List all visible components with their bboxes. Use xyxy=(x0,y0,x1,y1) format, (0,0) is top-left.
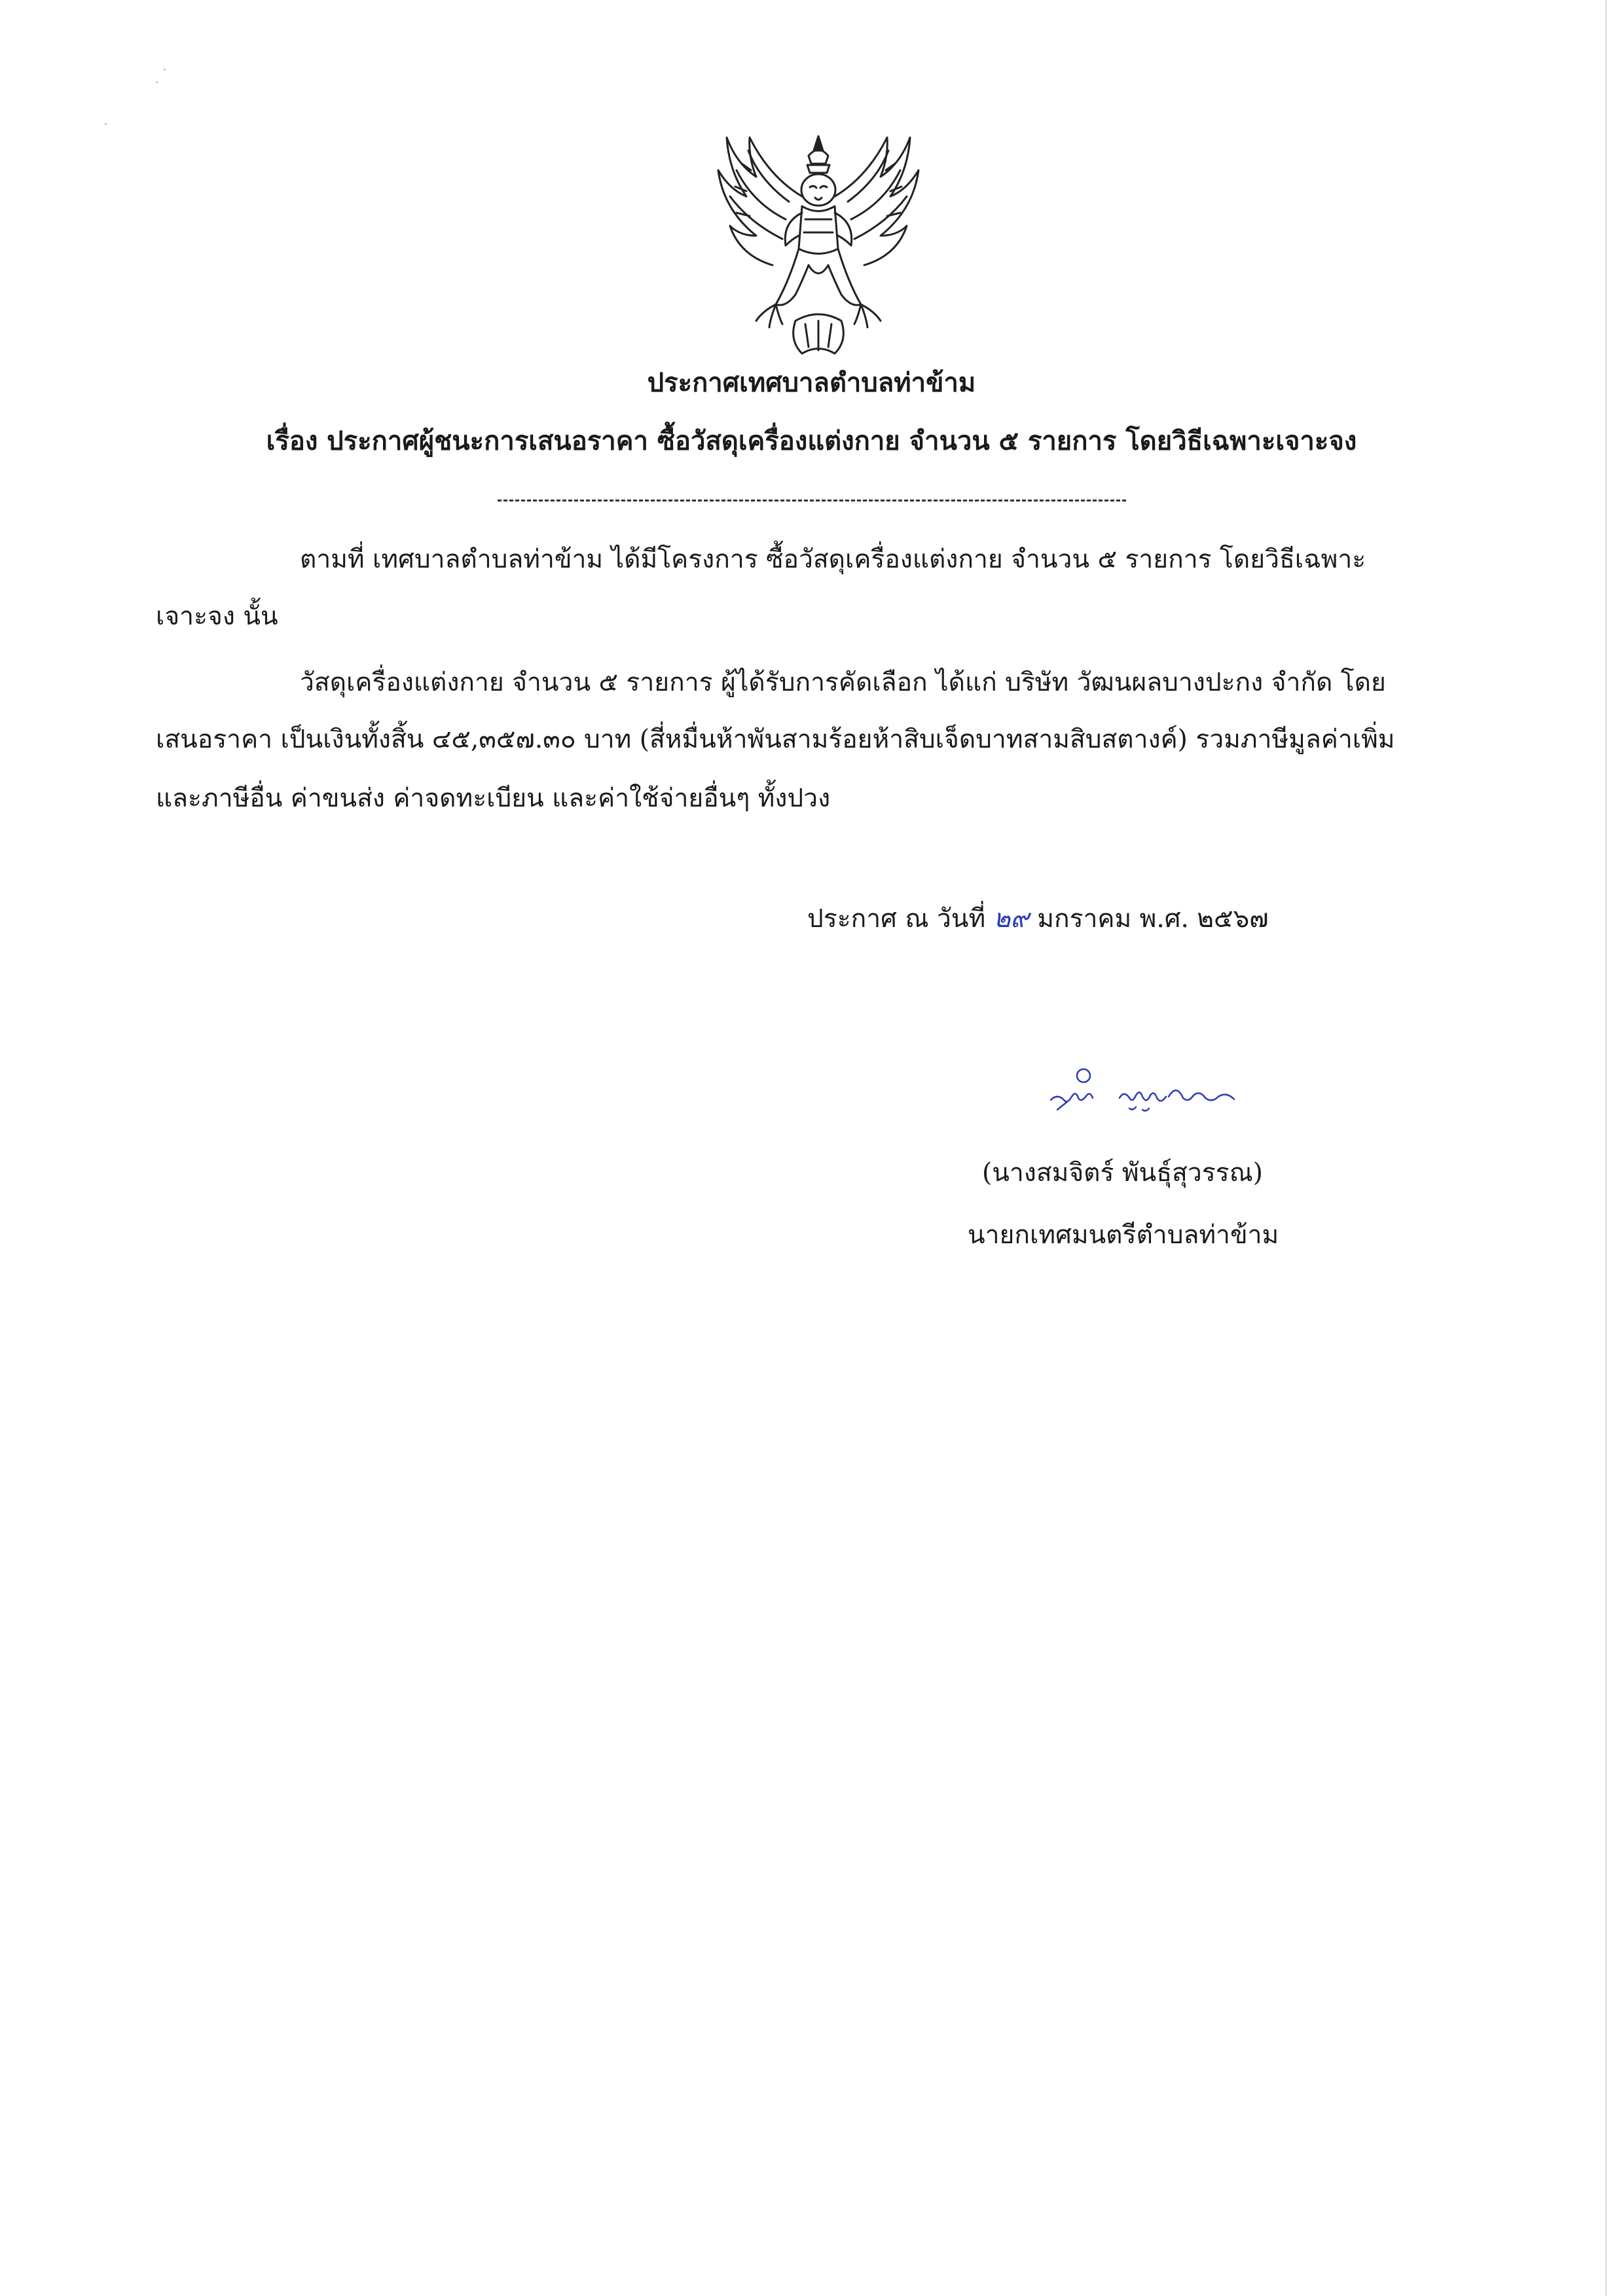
body-paragraph-2-line-3: และภาษีอื่น ค่าขนส่ง ค่าจดทะเบียน และค่าใช้จ่ายอื่นๆ ทั้งปวง xyxy=(156,784,831,813)
body-paragraph-1-line-1: ตามที่ เทศบาลตำบลท่าข้าม ได้มีโครงการ ซื้อวัสดุเครื่องแต่งกาย จำนวน ๕ รายการ โดยวิธีเฉพาะ xyxy=(300,545,1366,574)
scan-speck xyxy=(105,123,107,125)
body-paragraph-2-line-1: วัสดุเครื่องแต่งกาย จำนวน ๕ รายการ ผู้ได้รับการคัดเลือก ได้แก่ บริษัท วัฒนผลบางปะกง จำกัด โดย xyxy=(300,668,1386,697)
announcement-date xyxy=(807,898,1269,939)
scan-speck xyxy=(156,81,158,83)
scan-speck xyxy=(164,69,166,71)
body-paragraph-1-line-2: เจาะจง นั้น xyxy=(156,602,278,631)
signer-position: นายกเทศมนตรีตำบลท่าข้าม xyxy=(968,1220,1279,1250)
handwritten-signature xyxy=(1038,1064,1260,1123)
signer-name: (นางสมจิตร์ พันธุ์สุวรรณ) xyxy=(982,1158,1264,1188)
dashed-divider xyxy=(498,500,1126,501)
page-edge-line xyxy=(1605,0,1607,2296)
garuda-emblem-icon xyxy=(710,124,926,360)
document-title: ประกาศเทศบาลตำบลท่าข้าม xyxy=(647,367,976,398)
date-prefix: ประกาศ ณ วันที่ xyxy=(807,904,986,934)
body-paragraph-2-line-2: เสนอราคา เป็นเงินทั้งสิ้น ๔๕,๓๕๗.๓๐ บาท (สี่หมื่นห้าพันสามร้อยห้าสิบเจ็ดบาทสามสิบสตางค์) รวมภาษีมูลค่าเพิ่ม xyxy=(156,725,1395,754)
date-day-handwritten: ๒๙ xyxy=(993,904,1029,934)
document-subject: เรื่อง ประกาศผู้ชนะการเสนอราคา ซื้อวัสดุเครื่องแต่งกาย จำนวน ๕ รายการ โดยวิธีเฉพาะเจาะจง xyxy=(266,426,1357,456)
date-month-year: มกราคม พ.ศ. ๒๕๖๗ xyxy=(1037,904,1269,934)
